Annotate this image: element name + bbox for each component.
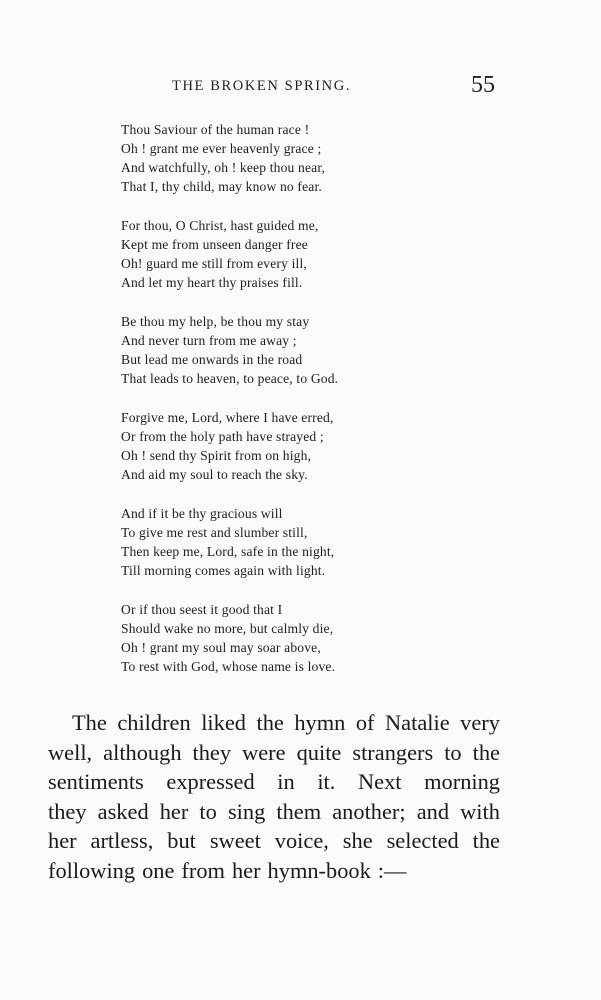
prose-word: morning bbox=[424, 769, 500, 795]
prose-word: to bbox=[199, 798, 217, 824]
hymn-line: And let my heart thy praises fill. bbox=[121, 275, 303, 290]
prose-word: liked bbox=[201, 710, 246, 735]
hymn-line: Or if thou seest it good that I bbox=[121, 602, 283, 617]
prose-word: well, bbox=[48, 739, 93, 765]
prose-line bbox=[48, 738, 500, 768]
prose-line bbox=[48, 826, 500, 856]
prose-word: voice, bbox=[274, 828, 329, 854]
prose-word: she bbox=[342, 828, 373, 854]
page-number: 55 bbox=[471, 72, 495, 98]
prose-word: it. bbox=[317, 769, 336, 795]
hymn-line: For thou, O Christ, hast guided me, bbox=[121, 218, 319, 233]
hymn-line: Oh ! send thy Spirit from on high, bbox=[121, 448, 312, 463]
hymn-stanza bbox=[121, 504, 501, 600]
running-title: THE BROKEN SPRING. bbox=[172, 78, 352, 94]
hymn-stanza bbox=[121, 120, 501, 216]
hymn-line: That I, thy child, may know no fear. bbox=[121, 179, 322, 194]
prose-word: the bbox=[256, 710, 284, 735]
hymn-line: Or from the holy path have strayed ; bbox=[121, 429, 324, 444]
hymn-line: Kept me from unseen danger free bbox=[121, 237, 308, 252]
prose-word: children bbox=[117, 710, 191, 735]
prose-word: although bbox=[103, 739, 182, 765]
prose-word: quite bbox=[296, 739, 342, 765]
prose-word: them bbox=[276, 798, 322, 824]
prose-word: from bbox=[181, 857, 225, 883]
prose-word: hymn-book bbox=[267, 857, 371, 883]
hymn-line: Till morning comes again with light. bbox=[121, 563, 326, 578]
hymn-line: Thou Saviour of the human race ! bbox=[121, 122, 310, 137]
prose-word: very bbox=[460, 710, 500, 735]
prose-word: the bbox=[472, 739, 500, 765]
prose-word: but bbox=[167, 828, 196, 854]
hymn-line: Then keep me, Lord, safe in the night, bbox=[121, 544, 335, 559]
prose-word: they bbox=[48, 798, 87, 824]
hymn-line: But lead me onwards in the road bbox=[121, 352, 303, 367]
hymn-line: To rest with God, whose name is love. bbox=[121, 659, 336, 674]
hymn-line: Oh ! grant me ever heavenly grace ; bbox=[121, 141, 322, 156]
prose-word: to bbox=[444, 739, 462, 765]
hymn-line: Oh! guard me still from every ill, bbox=[121, 256, 307, 271]
prose-word: one bbox=[142, 857, 175, 883]
prose-word: The bbox=[72, 710, 107, 735]
prose-word: sentiments bbox=[48, 769, 144, 795]
prose-line bbox=[48, 708, 500, 738]
hymn-line: Oh ! grant my soul may soar above, bbox=[121, 640, 321, 655]
prose-word: following bbox=[48, 857, 136, 883]
hymn-line: And never turn from me away ; bbox=[121, 333, 297, 348]
prose-word: sing bbox=[227, 798, 266, 824]
hymn-line: And watchfully, oh ! keep thou near, bbox=[121, 160, 326, 175]
prose-word: were bbox=[242, 739, 286, 765]
prose-word: her bbox=[231, 857, 261, 883]
hymn-line: Should wake no more, but calmly die, bbox=[121, 621, 334, 636]
prose-paragraph bbox=[48, 708, 500, 886]
prose-word: her bbox=[159, 798, 189, 824]
running-head bbox=[0, 72, 601, 100]
hymn bbox=[121, 120, 501, 696]
prose-word: the bbox=[472, 828, 500, 854]
prose-word: hymn bbox=[294, 710, 346, 735]
hymn-stanza bbox=[121, 600, 501, 696]
prose-word: Next bbox=[357, 769, 402, 795]
prose-line bbox=[48, 797, 500, 827]
prose-word: in bbox=[277, 769, 295, 795]
prose-word: her bbox=[48, 828, 77, 854]
hymn-line: Be thou my help, be thou my stay bbox=[121, 314, 310, 329]
prose-word: and bbox=[416, 798, 450, 824]
prose-word: expressed bbox=[166, 769, 255, 795]
prose-line bbox=[48, 767, 500, 797]
prose-word: asked bbox=[97, 798, 149, 824]
hymn-stanza bbox=[121, 408, 501, 504]
prose-word: selected bbox=[386, 828, 459, 854]
hymn-line: That leads to heaven, to peace, to God. bbox=[121, 371, 339, 386]
prose-line bbox=[48, 856, 500, 886]
prose-word: Natalie bbox=[385, 710, 450, 735]
hymn-stanza bbox=[121, 312, 501, 408]
hymn-line: To give me rest and slumber still, bbox=[121, 525, 308, 540]
prose-word: with bbox=[460, 798, 500, 824]
prose-word: artless, bbox=[90, 828, 154, 854]
hymn-line: And if it be thy gracious will bbox=[121, 506, 283, 521]
prose-word: sweet bbox=[209, 828, 261, 854]
prose-word: they bbox=[192, 739, 232, 765]
prose-word: another; bbox=[332, 798, 406, 824]
prose-word: :— bbox=[377, 857, 407, 883]
hymn-line: And aid my soul to reach the sky. bbox=[121, 467, 308, 482]
prose-word: strangers bbox=[352, 739, 434, 765]
hymn-line: Forgive me, Lord, where I have erred, bbox=[121, 410, 334, 425]
prose-word: of bbox=[355, 710, 375, 735]
hymn-stanza bbox=[121, 216, 501, 312]
